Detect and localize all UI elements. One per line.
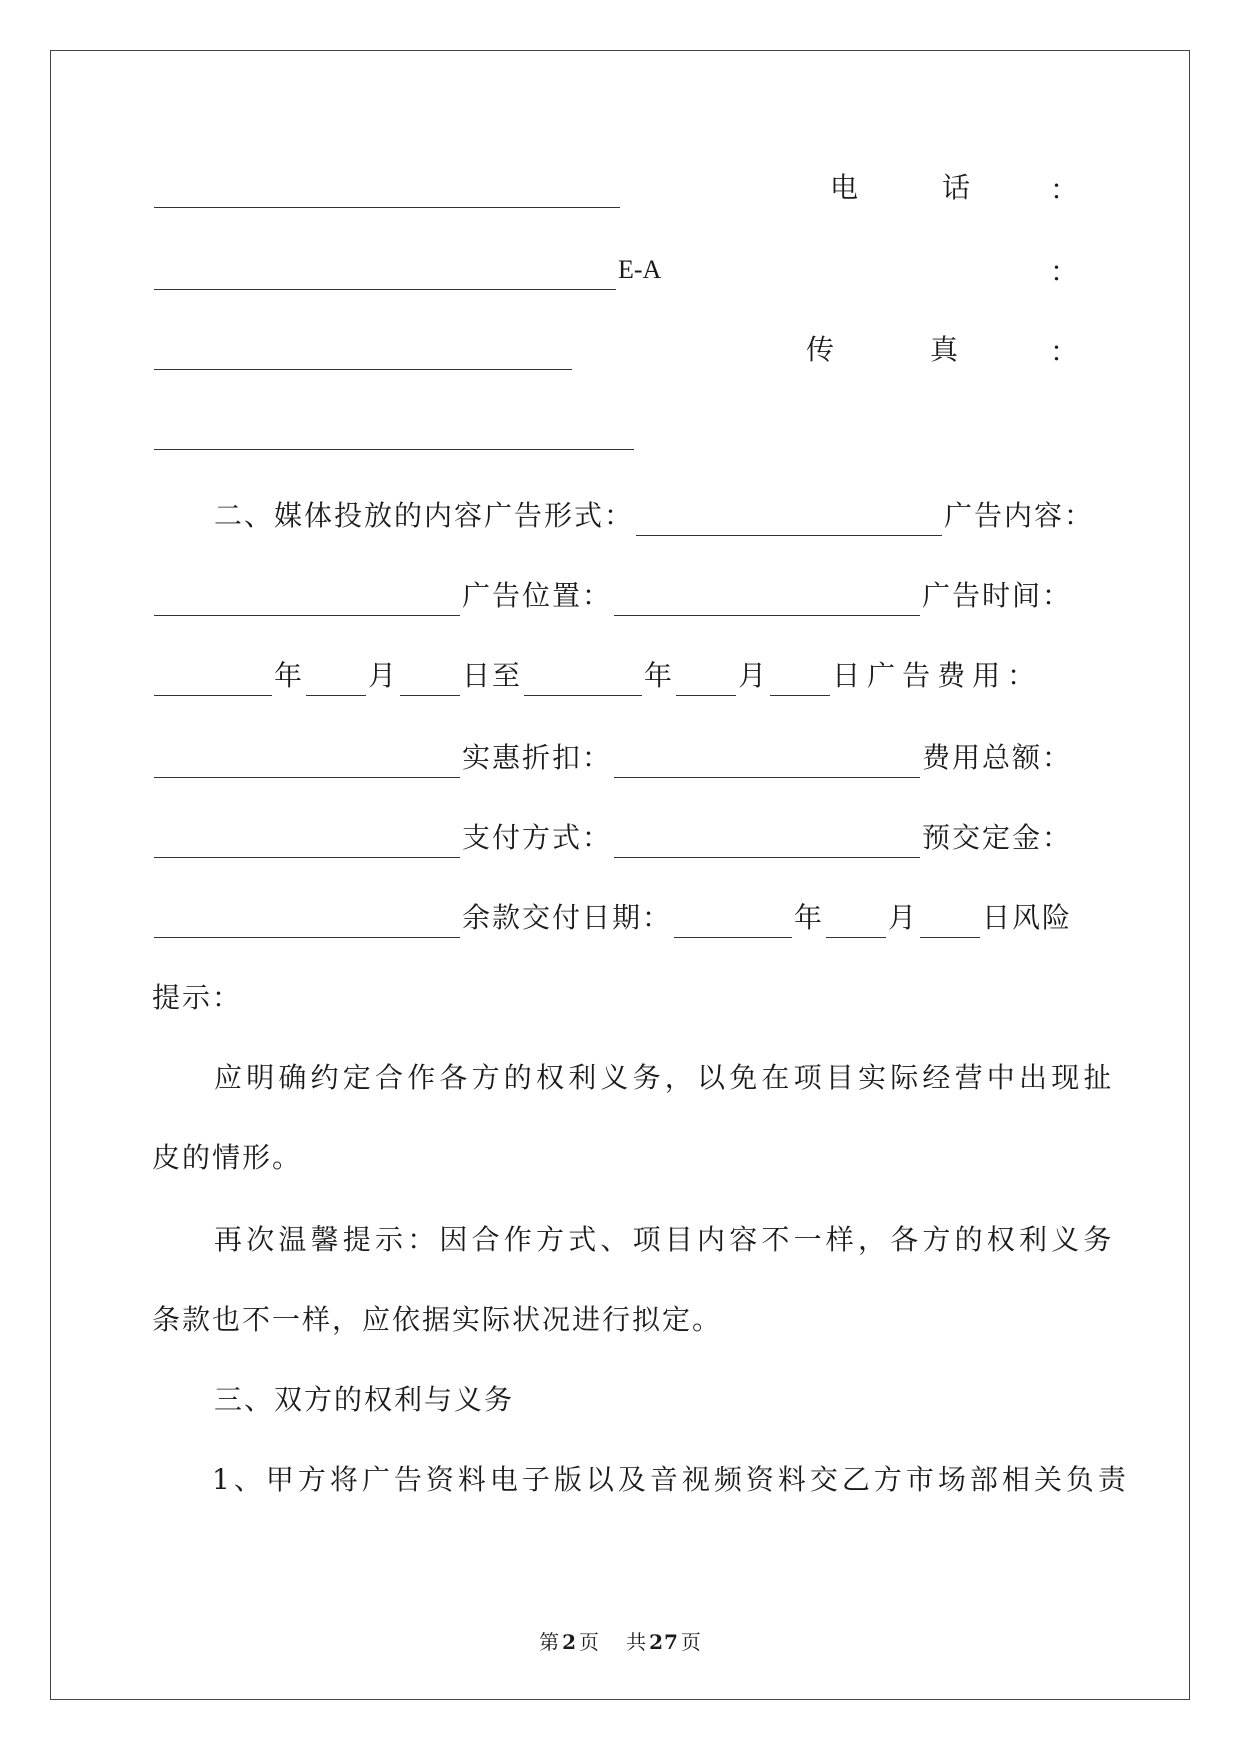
- blank-field[interactable]: [920, 911, 980, 938]
- blank-field[interactable]: [826, 911, 886, 938]
- fax-label-2: 真: [930, 333, 961, 366]
- paragraph-2-line1: 再次温馨提示：因合作方式、项目内容不一样，各方的权利义务: [214, 1223, 1116, 1256]
- blank-field[interactable]: [770, 669, 830, 696]
- section3-heading: 三、双方的权利与义务: [214, 1383, 515, 1416]
- fax-line: [152, 330, 574, 370]
- blank-field[interactable]: [154, 589, 460, 616]
- total-prefix: 共: [626, 1630, 648, 1654]
- blank-field[interactable]: [154, 181, 620, 208]
- phone-line: [152, 168, 622, 208]
- blank-field[interactable]: [676, 669, 736, 696]
- email-colon: ：: [1050, 255, 1081, 288]
- paragraph-1-line1: 应明确约定合作各方的权利义务，以免在项目实际经营中出现扯: [214, 1061, 1116, 1094]
- blank-field[interactable]: [154, 911, 460, 938]
- paragraph-1-line2: 皮的情形。: [152, 1141, 303, 1174]
- blank-field[interactable]: [400, 669, 460, 696]
- blank-field[interactable]: [614, 589, 920, 616]
- blank-field[interactable]: [306, 669, 366, 696]
- risk-prompt: 提示：: [152, 981, 243, 1014]
- blank-field[interactable]: [154, 669, 272, 696]
- blank-field[interactable]: [674, 911, 792, 938]
- fax-continuation: [152, 410, 636, 450]
- phone-label-1: 电: [830, 171, 861, 204]
- blank-field[interactable]: [154, 423, 634, 450]
- page-prefix: 第: [539, 1630, 561, 1654]
- blank-field[interactable]: [154, 831, 460, 858]
- blank-field[interactable]: [154, 343, 572, 370]
- total-pages: 27: [649, 1630, 679, 1654]
- blank-field[interactable]: [614, 751, 920, 778]
- section2-line5: 支付方式： 预交定金：: [152, 818, 1072, 858]
- blank-field[interactable]: [614, 831, 920, 858]
- total-suffix: 页: [680, 1630, 702, 1654]
- section2-line2: 广告位置： 广告时间：: [152, 576, 1072, 616]
- page-suffix: 页: [579, 1630, 600, 1654]
- section2-line1: 二、媒体投放的内容广告形式： 广告内容：: [214, 496, 1094, 536]
- email-label: E-A: [618, 255, 662, 284]
- phone-label-2: 话: [942, 171, 973, 204]
- fax-label-1: 传: [806, 333, 837, 366]
- email-line: [152, 250, 661, 290]
- page-border: [50, 50, 1190, 1700]
- blank-field[interactable]: [524, 669, 642, 696]
- page-footer: [0, 1626, 1241, 1655]
- item-1: 1、甲方将广告资料电子版以及音视频资料交乙方市场部相关负责: [212, 1463, 1130, 1496]
- section2-line6: 余款交付日期： 年 月 日风险: [152, 898, 1072, 938]
- phone-colon: ：: [1050, 173, 1081, 206]
- fax-colon: ：: [1050, 335, 1081, 368]
- section2-line4: 实惠折扣： 费用总额：: [152, 738, 1072, 778]
- blank-field[interactable]: [636, 509, 942, 536]
- blank-field[interactable]: [154, 751, 460, 778]
- paragraph-2-line2: 条款也不一样，应依据实际状况进行拟定。: [152, 1303, 723, 1336]
- blank-field[interactable]: [154, 263, 616, 290]
- section2-line3: 年 月 日至 年 月 日广告费用：: [152, 656, 1042, 696]
- page-number: 2: [562, 1630, 577, 1654]
